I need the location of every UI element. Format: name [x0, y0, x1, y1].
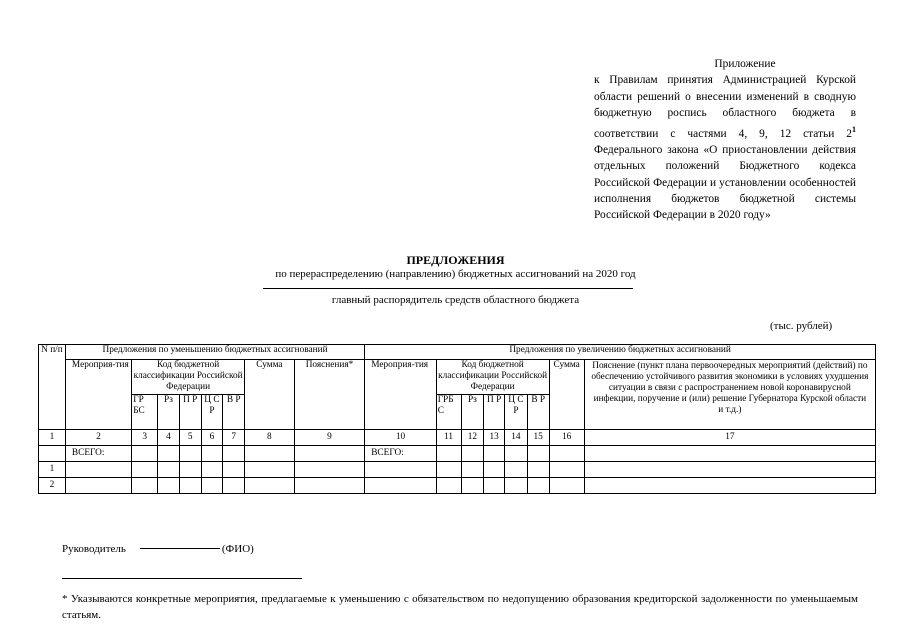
header-explanation-right: Пояснение (пункт плана первоочередных мероприятий (действий) по обеспечению устойчивого развития экономики в условиях ухудшения ситуации в связи с распространением новой коронавирусной инфекции, поручение и (или) решение Губернатора Курской области и т.д.) — [584, 360, 875, 430]
col-number: 8 — [245, 430, 295, 446]
signature-fio: (ФИО) — [221, 543, 254, 555]
col-number: 1 — [39, 430, 66, 446]
total-row — [39, 446, 876, 462]
col-number: 17 — [584, 430, 875, 446]
header-sum-right: Сумма — [549, 360, 584, 430]
table-row — [39, 478, 876, 494]
units-label: (тыс. рублей) — [770, 320, 833, 332]
appendix-heading: Приложение — [714, 58, 776, 70]
header-events-left: Мероприя-тия — [65, 360, 131, 430]
header-code-left: Код бюджетной классификации Российской Федерации — [132, 360, 245, 395]
col-number: 14 — [505, 430, 528, 446]
col-number: 6 — [201, 430, 223, 446]
col-number: 16 — [549, 430, 584, 446]
col-number: 4 — [158, 430, 180, 446]
document-subtitle: по перераспределению (направлению) бюджетных ассигнований на 2020 год — [275, 268, 636, 280]
col-number: 5 — [179, 430, 201, 446]
col-number: 10 — [365, 430, 436, 446]
col-number: 15 — [527, 430, 549, 446]
distributor-caption: главный распорядитель средств областного бюджета — [331, 294, 580, 306]
col-number: 7 — [223, 430, 245, 446]
code-vr-right: В Р — [527, 395, 549, 430]
code-vr-left: В Р — [223, 395, 245, 430]
row-number: 1 — [39, 462, 66, 478]
header-increase: Предложения по увеличению бюджетных ассигнований — [365, 345, 876, 360]
footnote-separator — [62, 578, 302, 579]
appendix-text — [594, 72, 856, 223]
document-title: ПРЕДЛОЖЕНИЯ — [406, 253, 505, 267]
header-decrease: Предложения по уменьшению бюджетных ассигнований — [65, 345, 364, 360]
header-sum-left: Сумма — [245, 360, 295, 430]
header-n: N п/п — [39, 345, 66, 430]
column-numbers-row — [39, 430, 876, 446]
appendix-text-part1: к Правилам принятия Администрацией Курской области решений о внесении изменений в сводную бюджетную роспись областного бюджета в соответствии с частями 4, 9, 12 статьи 2 — [594, 74, 856, 140]
row-number: 2 — [39, 478, 66, 494]
distributor-blank-line — [263, 288, 633, 289]
header-events-right: Мероприя-тия — [365, 360, 436, 430]
code-csr-left: Ц С Р — [201, 395, 223, 430]
col-number: 13 — [484, 430, 505, 446]
total-label-left: ВСЕГО: — [65, 446, 131, 462]
header-explanations-left: Пояснения* — [294, 360, 365, 430]
header-code-right: Код бюджетной классификации Российской Федерации — [436, 360, 549, 395]
col-number: 12 — [461, 430, 484, 446]
code-rz-right: Рз — [461, 395, 484, 430]
code-pr-right: П Р — [484, 395, 505, 430]
proposals-table — [38, 344, 876, 494]
table-row — [39, 462, 876, 478]
appendix-text-part2: Федерального закона «О приостановлении действия отдельных положений Бюджетного кодекса Российской Федерации и установлении особенностей исполнения бюджетов бюджетной системы Российской Федерации в 2020 году» — [594, 143, 856, 222]
appendix-superscript: 1 — [852, 124, 856, 134]
code-grbs-right: ГРБ С — [436, 395, 461, 430]
code-pr-left: П Р — [179, 395, 201, 430]
appendix-block — [594, 56, 856, 224]
col-number: 9 — [294, 430, 365, 446]
col-number: 2 — [65, 430, 131, 446]
code-csr-right: Ц С Р — [505, 395, 528, 430]
col-number: 11 — [436, 430, 461, 446]
footnote: * Указываются конкретные мероприятия, предлагаемые к уменьшению с обязательством по недопущению образования кредиторской задолженности по уменьшаемым статьям. — [62, 593, 858, 621]
col-number: 3 — [132, 430, 158, 446]
signature-blank — [140, 548, 220, 549]
code-grbs-left: ГР БС — [132, 395, 158, 430]
total-label-right: ВСЕГО: — [365, 446, 436, 462]
signature-label: Руководитель — [62, 543, 126, 555]
signature-line — [62, 543, 254, 555]
code-rz-left: Рз — [158, 395, 180, 430]
